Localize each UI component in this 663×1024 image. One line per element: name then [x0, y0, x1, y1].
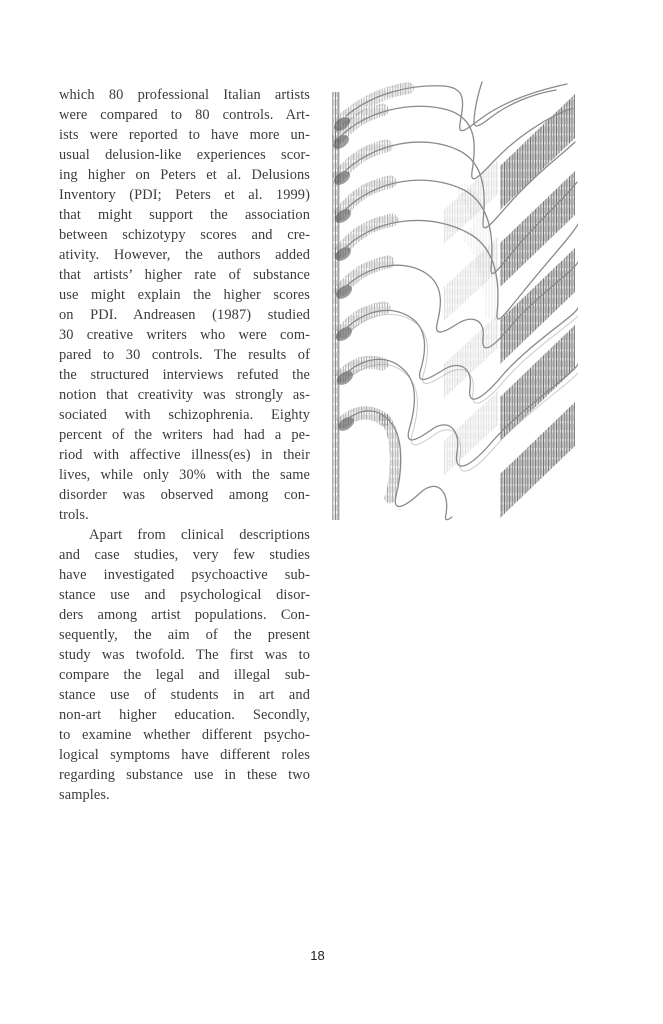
text-line: between schizotypy scores and cre-: [59, 227, 310, 243]
page-number: 18: [310, 948, 325, 963]
paragraph: [59, 525, 310, 805]
text-line: logical symptoms have different roles: [59, 747, 310, 763]
text-line: regarding substance use in these two: [59, 767, 310, 783]
text-line: use might explain the higher scores: [59, 287, 310, 303]
text-line: ists were reported to have more un-: [59, 127, 310, 143]
text-line: Inventory (PDI; Peters et al. 1999): [59, 187, 310, 203]
text-line: samples.: [59, 787, 110, 803]
text-line: study was twofold. The first was to: [59, 647, 310, 663]
text-line: that might support the association: [59, 207, 310, 223]
text-line: sociated with schizophrenia. Eighty: [59, 407, 310, 423]
text-line: notion that creativity was strongly as-: [59, 387, 310, 403]
text-line: ders among artist populations. Con-: [59, 607, 310, 623]
text-line: that artists’ higher rate of substance: [59, 267, 310, 283]
text-line: compare the legal and illegal sub-: [59, 667, 310, 683]
text-line: the structured interviews refuted the: [59, 367, 310, 383]
text-line: lives, while only 30% with the same: [59, 467, 310, 483]
text-line: stance use of students in art and: [59, 687, 310, 703]
text-line: on PDI. Andreasen (1987) studied: [59, 307, 310, 323]
text-line: which 80 professional Italian artists: [59, 87, 310, 103]
text-line: 30 creative writers who were com-: [59, 327, 310, 343]
text-line: stance use and psychological disor-: [59, 587, 310, 603]
wave-sketch-svg: [332, 80, 578, 522]
body-text-column: [59, 85, 310, 805]
text-line: riod with affective illness(es) in their: [59, 447, 310, 463]
paragraph: [59, 85, 310, 525]
text-line: ativity. However, the authors added: [59, 247, 310, 263]
text-line: trols.: [59, 507, 89, 523]
text-line: non-art higher education. Secondly,: [59, 707, 310, 723]
text-line: sequently, the aim of the present: [59, 627, 310, 643]
text-line: have investigated psychoactive sub-: [59, 567, 310, 583]
pencil-drawing-illustration: [332, 80, 578, 522]
text-line: ing higher on Peters et al. Delusions: [59, 167, 310, 183]
text-line: pared to 30 controls. The results of: [59, 347, 310, 363]
text-line: were compared to 80 controls. Art-: [59, 107, 310, 123]
text-line: percent of the writers had had a pe-: [59, 427, 310, 443]
text-line: and case studies, very few studies: [59, 547, 310, 563]
text-line: disorder was observed among con-: [59, 487, 310, 503]
text-line: to examine whether different psycho-: [59, 727, 310, 743]
text-line: Apart from clinical descriptions: [89, 527, 310, 543]
text-line: usual delusion-like experiences scor-: [59, 147, 310, 163]
